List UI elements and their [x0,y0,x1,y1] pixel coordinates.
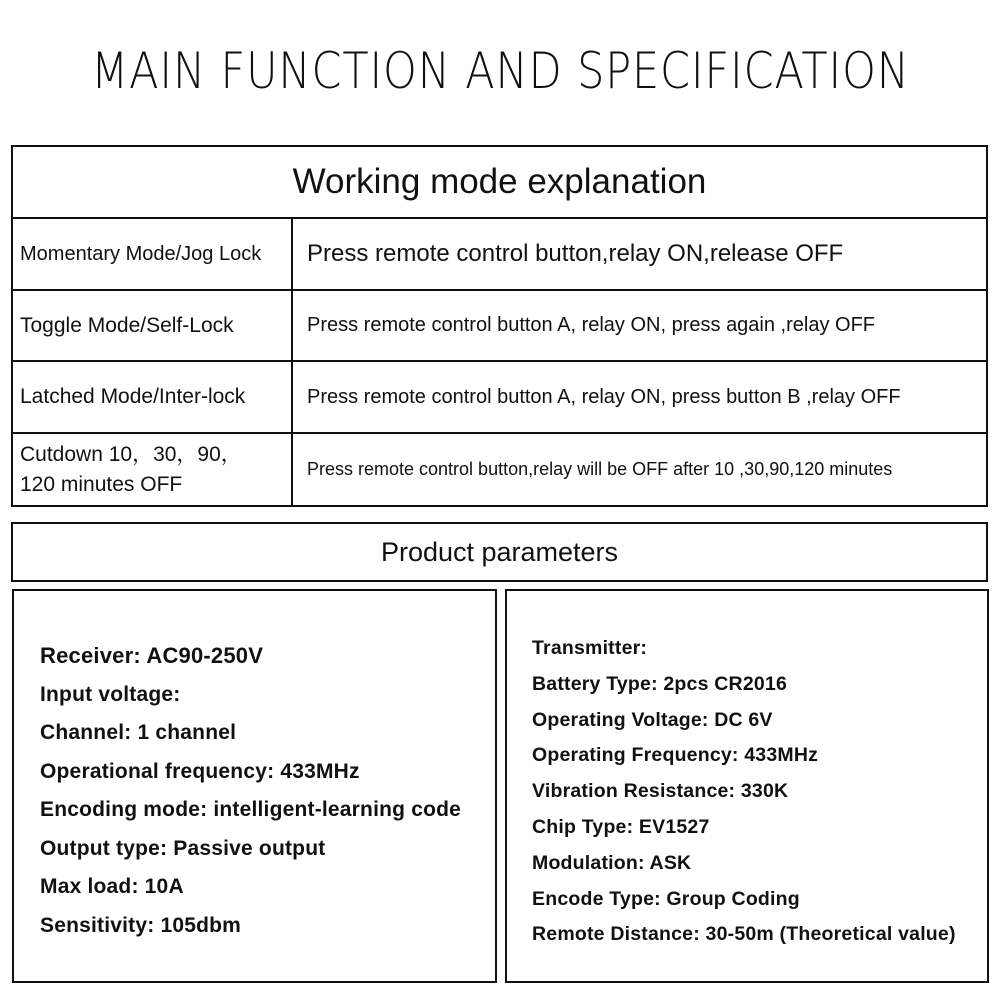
receiver-spec: Receiver: AC90-250V [40,643,264,668]
receiver-spec: Channel: 1 channel [40,721,237,744]
transmitter-spec: Operating Frequency: 433MHz [532,744,819,767]
table-row [13,291,986,362]
transmitter-panel [505,589,989,983]
table-row [13,362,986,434]
transmitter-spec: Encode Type: Group Coding [532,887,800,910]
product-parameters-header: Product parameters [11,522,988,582]
transmitter-spec: Modulation: ASK [532,851,692,874]
table-row [13,219,986,291]
working-mode-header: Working mode explanation [13,147,986,219]
mode-name [13,434,293,505]
receiver-spec: Max load: 10A [40,875,184,898]
mode-name-line1: Cutdown 10，30，90， [20,442,242,466]
mode-name-line2: 120 minutes OFF [20,472,183,496]
receiver-spec: Output type: Passive output [40,836,326,860]
mode-name: Latched Mode/Inter-lock [13,362,293,432]
mode-description: Press remote control button,relay ON,release OFF [307,240,844,267]
transmitter-spec: Battery Type: 2pcs CR2016 [532,672,787,695]
working-mode-table [11,145,988,507]
table-row [13,434,986,505]
transmitter-spec: Vibration Resistance: 330K [532,780,789,803]
mode-description: Press remote control button A, relay ON, press again ,relay OFF [307,314,876,336]
mode-name: Toggle Mode/Self-Lock [13,291,293,360]
receiver-spec: Input voltage: [40,682,181,706]
mode-description: Press remote control button A, relay ON, press button B ,relay OFF [307,385,901,408]
receiver-spec: Operational frequency: 433MHz [40,759,360,783]
receiver-spec: Encoding mode: intelligent-learning code [40,798,462,821]
transmitter-spec: Chip Type: EV1527 [532,815,710,838]
transmitter-spec: Transmitter: [532,637,648,659]
receiver-spec: Sensitivity: 105dbm [40,913,242,937]
mode-name: Momentary Mode/Jog Lock [13,219,293,289]
transmitter-spec: Remote Distance: 30-50m (Theoretical value) [532,923,956,946]
mode-description: Press remote control button,relay will be OFF after 10 ,30,90,120 minutes [307,459,893,479]
receiver-panel [12,589,497,983]
page-title: MAIN FUNCTION AND SPECIFICATION [91,42,910,100]
transmitter-spec: Operating Voltage: DC 6V [532,708,773,731]
